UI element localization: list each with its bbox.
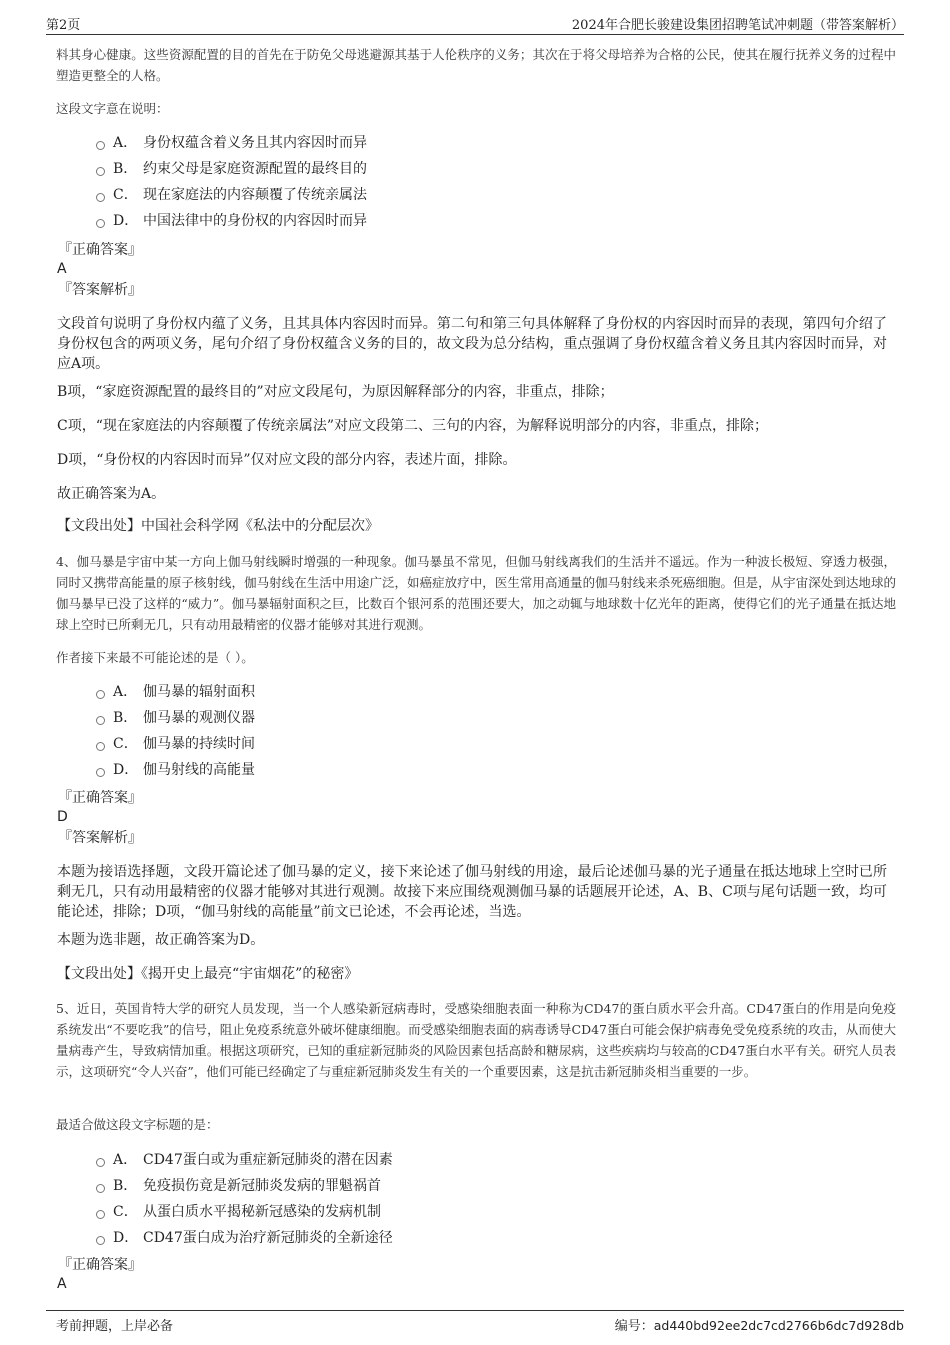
- q4-answer: D: [57, 809, 68, 825]
- q5-stem-text: 最适合做这段文字标题的是：: [56, 1117, 219, 1132]
- q3-option-c[interactable]: C． 现在家庭法的内容颠覆了传统亲属法: [96, 182, 856, 208]
- q5-option-a[interactable]: A． CD47蛋白或为重症新冠肺炎的潜在因素: [96, 1147, 856, 1173]
- code-value: ad440bd92ee2dc7cd2766b6dc7d928db: [653, 1318, 904, 1333]
- q3-options: [96, 130, 856, 234]
- q4-stem: [56, 647, 896, 668]
- q4-stem-text: 作者接下来最不可能论述的是（ ）。: [56, 650, 254, 665]
- q4-answer-label: 『正确答案』: [58, 790, 142, 806]
- q4-option-d[interactable]: D． 伽马射线的高能量: [96, 757, 856, 783]
- radio-icon[interactable]: [96, 690, 105, 699]
- q5-answer-label: 『正确答案』: [58, 1257, 142, 1273]
- q3-analysis-para-1: 文段首句说明了身份权内蕴了义务，且其具体内容因时而异。第二句和第三句具体解释了身份权的内容因时而异的表现，第四句介绍了身份权包含的两项义务，尾句介绍了身份权蕴含义务的目的，故文段为总分结构，重点强调了身份权蕴含着义务且其内容因时而异，对应A项。: [57, 316, 887, 372]
- radio-icon[interactable]: [96, 716, 105, 725]
- radio-icon[interactable]: [96, 167, 105, 176]
- radio-icon[interactable]: [96, 742, 105, 751]
- radio-icon[interactable]: [96, 1158, 105, 1167]
- radio-icon[interactable]: [96, 768, 105, 777]
- q5-options: [96, 1147, 856, 1251]
- q4-analysis-para-2: 本题为选非题，故正确答案为D。: [57, 932, 265, 948]
- page-footer: [46, 1310, 904, 1335]
- q4-option-a[interactable]: A． 伽马暴的辐射面积: [96, 679, 856, 705]
- radio-icon[interactable]: [96, 219, 105, 228]
- q4-passage: [56, 551, 896, 635]
- q3-answer-label: 『正确答案』: [58, 242, 142, 258]
- q3-analysis-para-5: 故正确答案为A。: [57, 486, 166, 502]
- q5-option-d[interactable]: D． CD47蛋白成为治疗新冠肺炎的全新途径: [96, 1225, 856, 1251]
- q3-analysis-para-2: B项，“家庭资源配置的最终目的”对应文段尾句，为原因解释部分的内容，非重点，排除；: [57, 384, 614, 400]
- q4-option-b[interactable]: B． 伽马暴的观测仪器: [96, 705, 856, 731]
- q4-option-c[interactable]: C． 伽马暴的持续时间: [96, 731, 856, 757]
- code-label: 编号：: [614, 1319, 654, 1334]
- q3-option-d[interactable]: D． 中国法律中的身份权的内容因时而异: [96, 208, 856, 234]
- q4-analysis-label: 『答案解析』: [58, 830, 142, 846]
- document-title: 2024年合肥长骏建设集团招聘笔试冲刺题（带答案解析）: [571, 18, 904, 33]
- q4-passage-text: 4、伽马暴是宇宙中某一方向上伽马射线瞬时增强的一种现象。伽马暴虽不常见，但伽马射线离我们的生活并不遥远。作为一种波长极短、穿透力极强，同时又携带高能量的原子核射线，伽马射线在生活中用途广泛，如癌症放疗中，医生常用高通量的伽马射线来杀死癌细胞。但是，从宇宙深处到达地球的伽马暴早已没了这样的“威力”。伽马暴辐射面积之巨，比数百个银河系的范围还要大，加之动辄与地球数十亿光年的距离，使得它们的光子通量在抵达地球上空时已所剩无几，只有动用最精密的仪器才能够对其进行观测。: [56, 554, 896, 632]
- q5-stem: [56, 1114, 896, 1135]
- q3-passage-text: 料其身心健康。这些资源配置的目的首先在于防免父母逃避源其基于人伦秩序的义务；其次在于将父母培养为合格的公民，使其在履行抚养义务的过程中塑造更整全的人格。: [56, 47, 896, 83]
- q5-passage: [56, 998, 896, 1082]
- q5-answer: A: [57, 1276, 67, 1292]
- q3-source: 【文段出处】中国社会科学网《私法中的分配层次》: [57, 518, 379, 534]
- q5-option-b[interactable]: B． 免疫损伤竟是新冠肺炎发病的罪魁祸首: [96, 1173, 856, 1199]
- page-number: 第2页: [46, 18, 81, 33]
- q4-options: [96, 679, 856, 783]
- footer-slogan: 考前押题，上岸必备: [56, 1319, 174, 1334]
- document-code: [615, 1315, 904, 1334]
- radio-icon[interactable]: [96, 1236, 105, 1245]
- q3-option-a[interactable]: A． 身份权蕴含着义务且其内容因时而异: [96, 130, 856, 156]
- radio-icon[interactable]: [96, 141, 105, 150]
- q3-option-b[interactable]: B． 约束父母是家庭资源配置的最终目的: [96, 156, 856, 182]
- q3-stem-text: 这段文字意在说明：: [56, 101, 169, 116]
- radio-icon[interactable]: [96, 193, 105, 202]
- q4-analysis-para-1: 本题为接语选择题，文段开篇论述了伽马暴的定义，接下来论述了伽马射线的用途，最后论述伽马暴的光子通量在抵达地球上空时已所剩无几，只有动用最精密的仪器才能够对其进行观测。故接下来应围绕观测伽马暴的话题展开论述，A、B、C项与尾句话题一致，均可能论述，排除；D项，“伽马射线的高能量”前文已论述，不会再论述，当选。: [57, 864, 887, 920]
- radio-icon[interactable]: [96, 1184, 105, 1193]
- q4-source: 【文段出处】《揭开史上最亮“宇宙烟花”的秘密》: [57, 966, 359, 982]
- q3-answer: A: [57, 261, 67, 277]
- q3-analysis-label: 『答案解析』: [58, 282, 142, 298]
- q3-analysis-para-4: D项，“身份权的内容因时而异”仅对应文段的部分内容，表述片面，排除。: [57, 452, 517, 468]
- q3-analysis-para-3: C项，“现在家庭法的内容颠覆了传统亲属法”对应文段第二、三句的内容，为解释说明部分的内容，非重点，排除；: [57, 418, 769, 434]
- q5-option-c[interactable]: C． 从蛋白质水平揭秘新冠感染的发病机制: [96, 1199, 856, 1225]
- page-header: [46, 12, 904, 35]
- q3-stem: [56, 98, 896, 119]
- q3-passage: [56, 44, 896, 86]
- radio-icon[interactable]: [96, 1210, 105, 1219]
- q5-passage-text: 5、近日，英国肯特大学的研究人员发现，当一个人感染新冠病毒时，受感染细胞表面一种称为CD47的蛋白质水平会升高。CD47蛋白的作用是向免疫系统发出“不要吃我”的信号，阻止免疫系统意外破坏健康细胞。而受感染细胞表面的病毒诱导CD47蛋白可能会保护病毒免受免疫系统的攻击，从而使大量病毒产生，导致病情加重。根据这项研究，已知的重症新冠肺炎的风险因素包括高龄和糖尿病，这些疾病均与较高的CD47蛋白水平有关。研究人员表示，这项研究“令人兴奋”，他们可能已经确定了与重症新冠肺炎发生有关的一个重要因素，这是抗击新冠肺炎相当重要的一步。: [56, 1001, 896, 1079]
